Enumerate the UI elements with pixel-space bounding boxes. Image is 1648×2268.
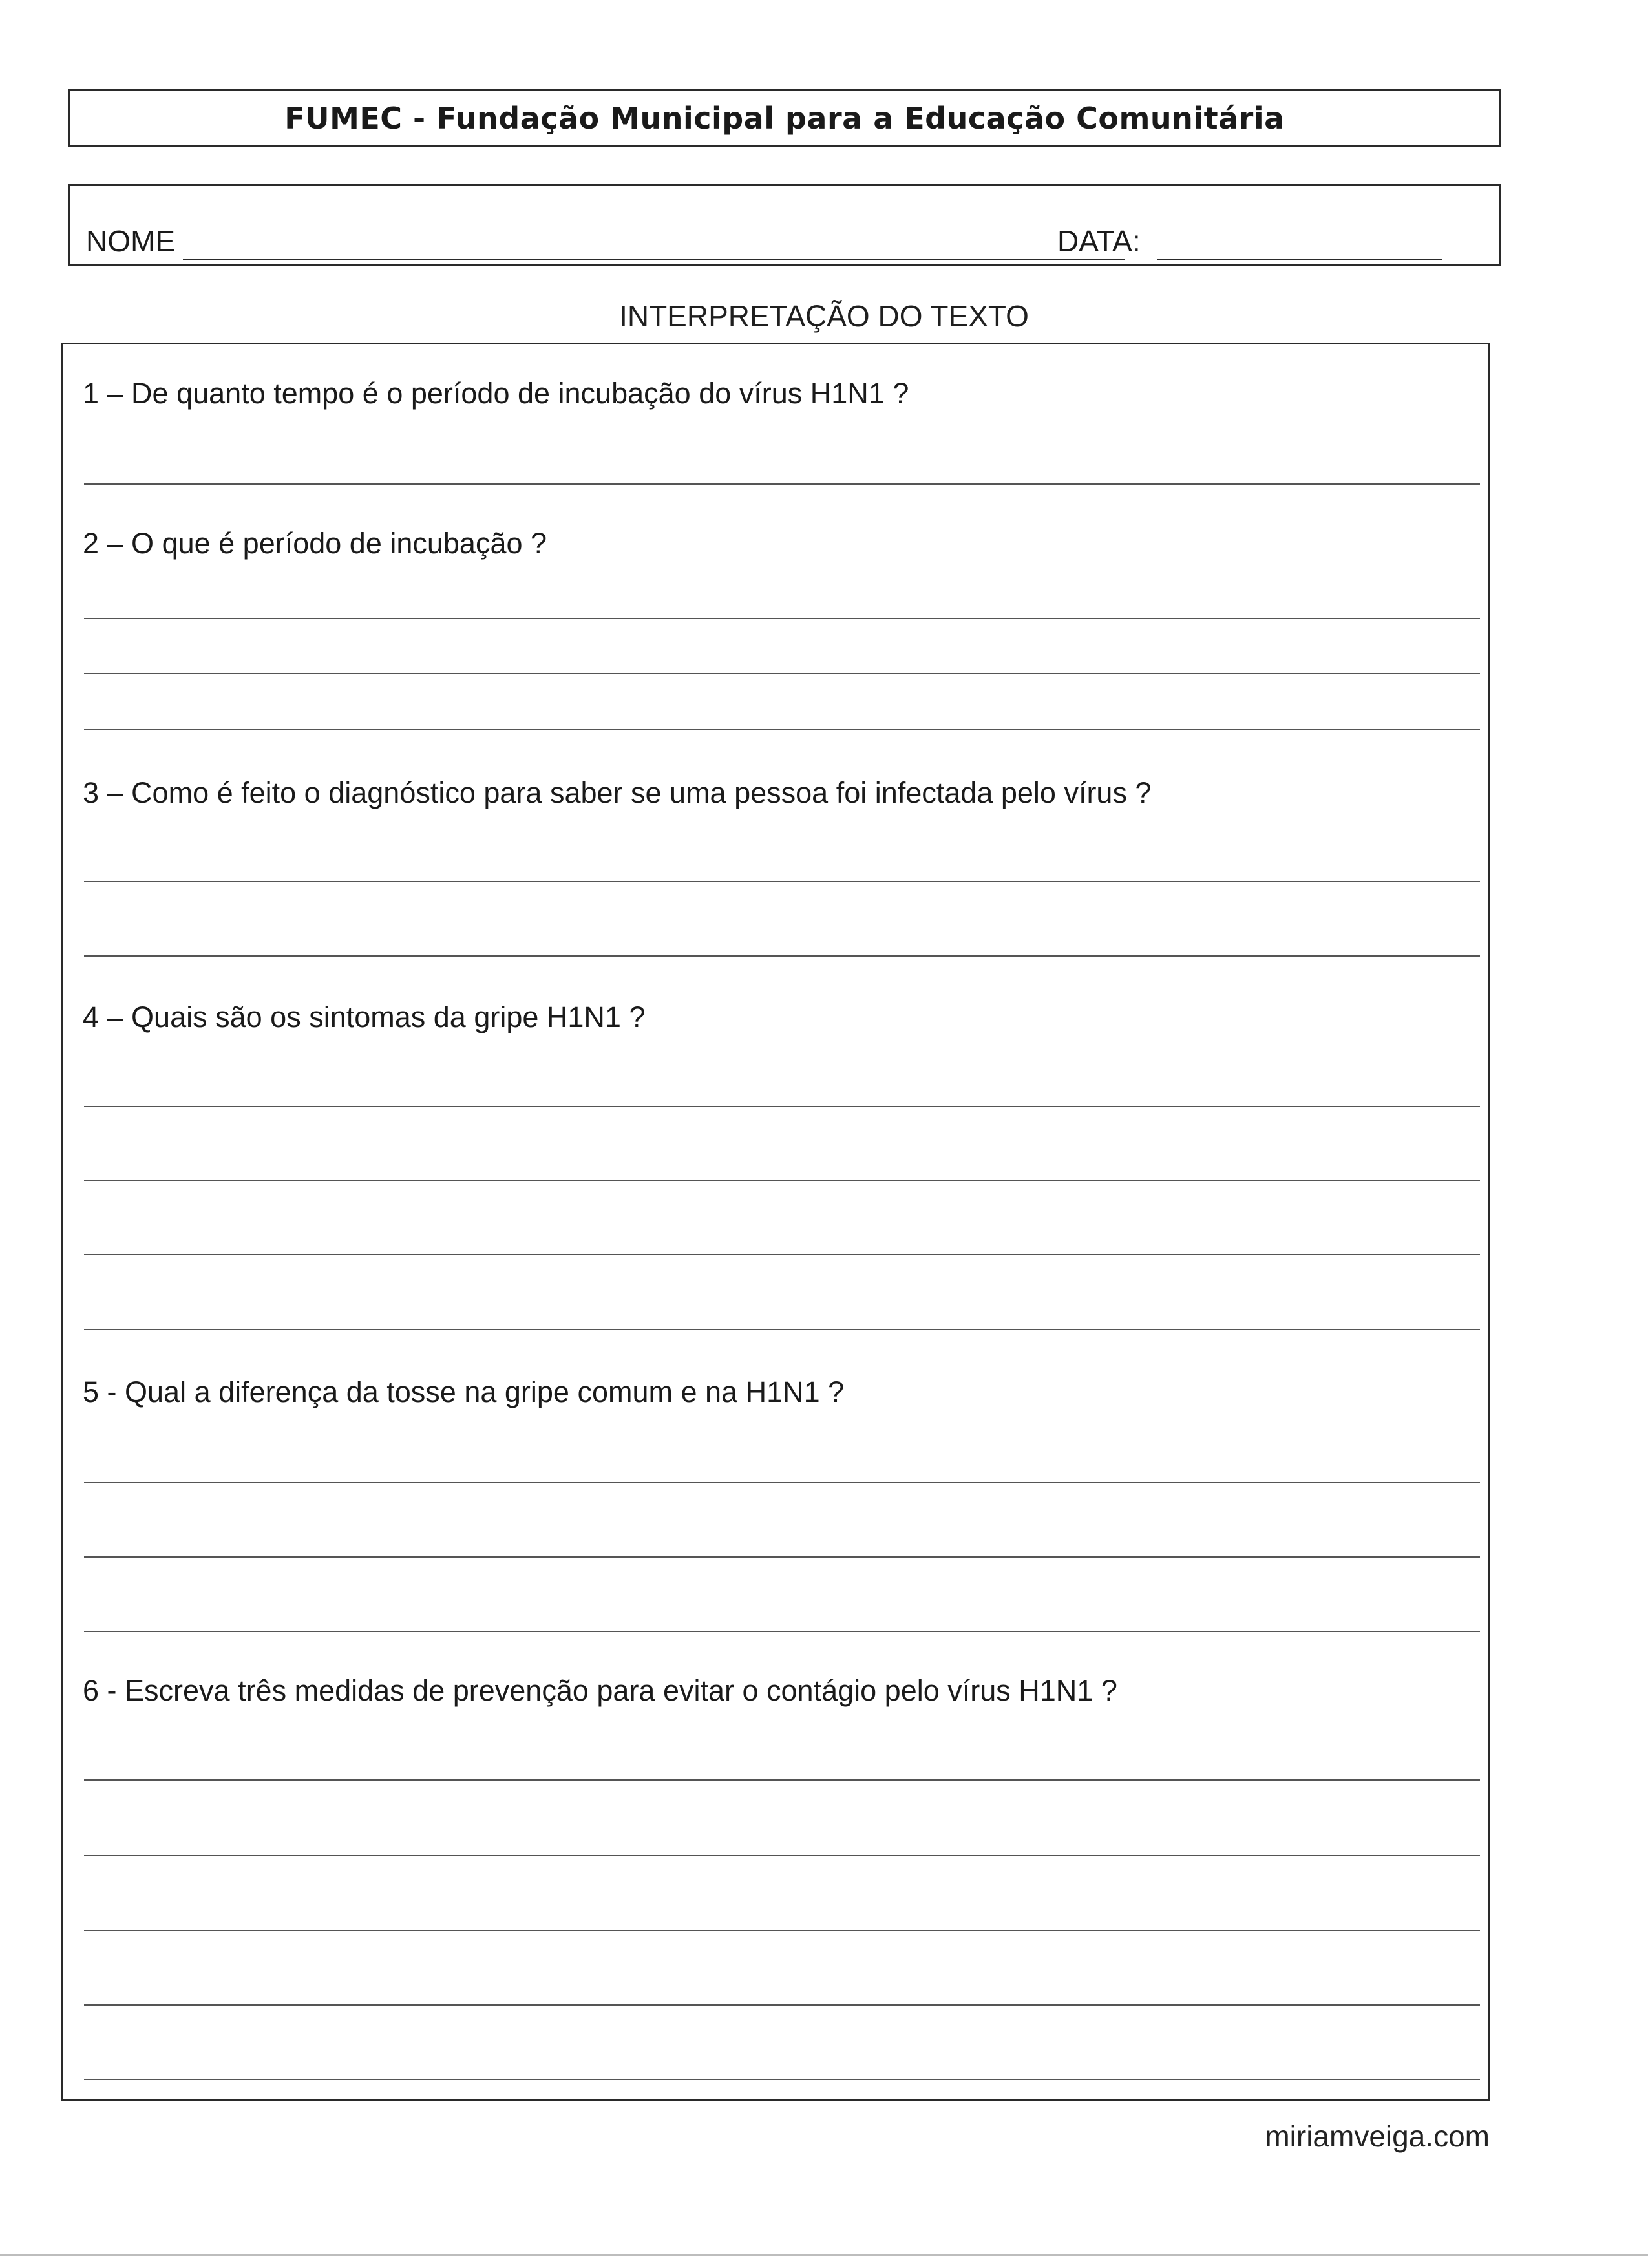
name-label: NOME (86, 224, 175, 258)
header-box (68, 89, 1501, 147)
answer-line[interactable] (84, 618, 1480, 619)
answer-line[interactable] (84, 1329, 1480, 1330)
answer-line[interactable] (84, 1930, 1480, 1931)
answer-line[interactable] (84, 673, 1480, 674)
answer-line[interactable] (84, 1254, 1480, 1255)
page-edge-divider (0, 2254, 1648, 2256)
answer-line[interactable] (84, 1631, 1480, 1632)
header-title: FUMEC - Fundação Municipal para a Educação Comunitária (284, 101, 1285, 136)
answer-line[interactable] (84, 729, 1480, 730)
answer-line[interactable] (84, 1779, 1480, 1781)
name-field[interactable] (183, 259, 1125, 260)
question-5: 5 - Qual a diferença da tosse na gripe comum e na H1N1 ? (83, 1375, 845, 1408)
answer-line[interactable] (84, 881, 1480, 882)
name-date-box (68, 184, 1501, 266)
date-field[interactable] (1157, 259, 1442, 260)
answer-line[interactable] (84, 1556, 1480, 1558)
answer-line[interactable] (84, 2004, 1480, 2006)
answer-line[interactable] (84, 1106, 1480, 1107)
answer-line[interactable] (84, 955, 1480, 957)
question-1: 1 – De quanto tempo é o período de incubação do vírus H1N1 ? (83, 377, 909, 410)
watermark-text: miriamveiga.com (1265, 2119, 1490, 2153)
question-3: 3 – Como é feito o diagnóstico para saber se uma pessoa foi infectada pelo vírus ? (83, 776, 1152, 809)
answer-line[interactable] (84, 483, 1480, 485)
date-label: DATA: (1057, 224, 1141, 258)
questions-box (61, 343, 1490, 2101)
question-6: 6 - Escreva três medidas de prevenção para evitar o contágio pelo vírus H1N1 ? (83, 1674, 1117, 1707)
answer-line[interactable] (84, 1482, 1480, 1483)
section-title: INTERPRETAÇÃO DO TEXTO (619, 299, 1029, 333)
answer-line[interactable] (84, 1180, 1480, 1181)
answer-line[interactable] (84, 1855, 1480, 1856)
question-2: 2 – O que é período de incubação ? (83, 527, 547, 560)
answer-line[interactable] (84, 2079, 1480, 2080)
question-4: 4 – Quais são os sintomas da gripe H1N1 ? (83, 1001, 646, 1033)
